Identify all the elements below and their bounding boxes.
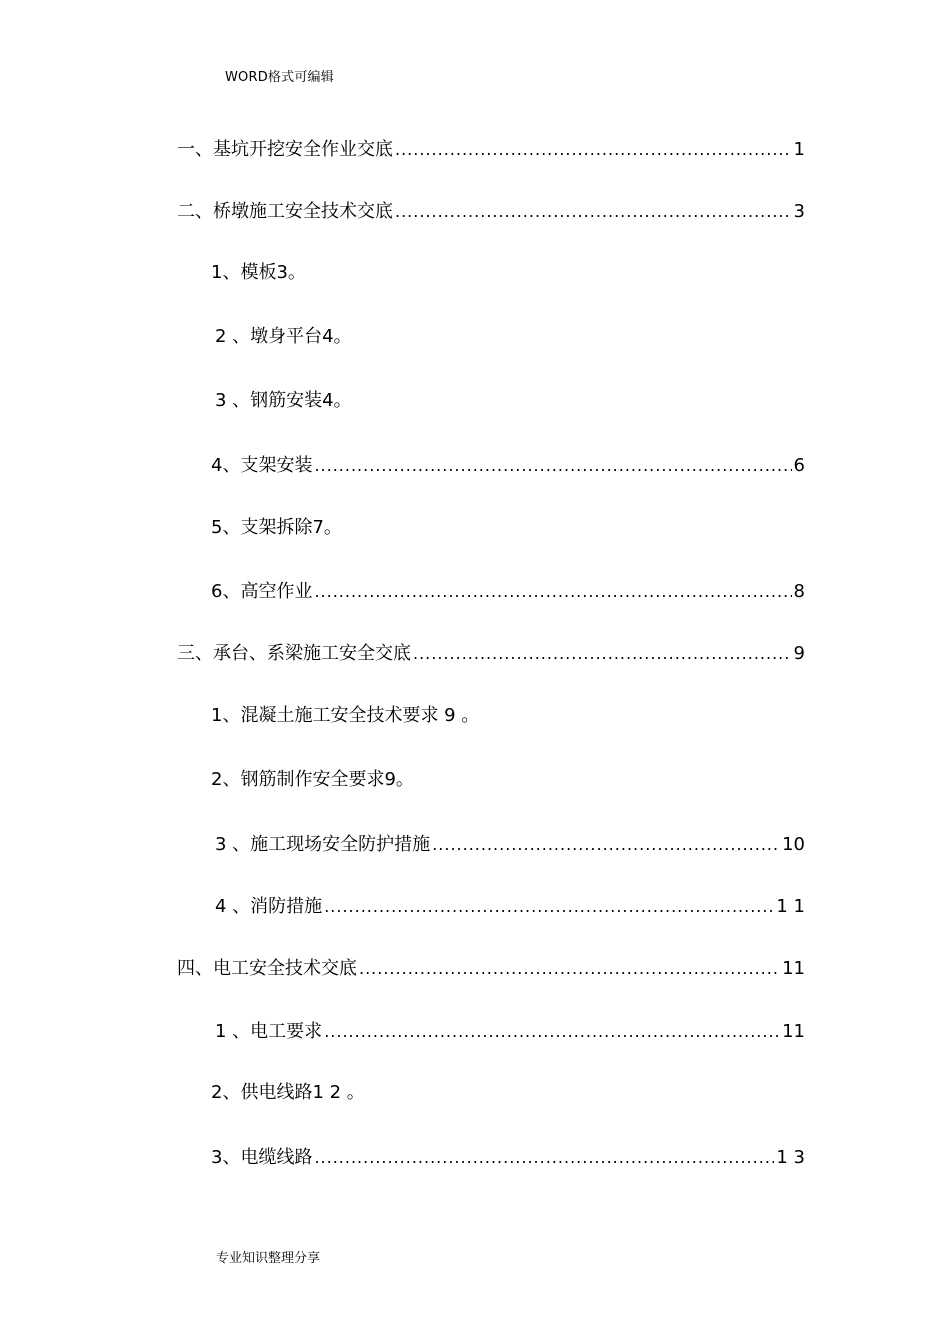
- toc-dot-leader: [359, 957, 780, 981]
- toc-entry[interactable]: [211, 1081, 365, 1105]
- page-footer: 专业知识整理分享: [216, 1251, 321, 1266]
- toc-entry-label: 二、桥墩施工安全技术交底: [177, 201, 393, 222]
- toc-entry[interactable]: [215, 325, 352, 349]
- toc-page-number: 9: [793, 643, 805, 664]
- toc-dot-leader: [314, 580, 791, 604]
- toc-entry[interactable]: [211, 454, 805, 478]
- toc-page-number: 1 1: [776, 896, 805, 917]
- toc-entry-label: 5、支架拆除7。: [211, 517, 342, 538]
- toc-entry-label: 1、混凝土施工安全技术要求 9 。: [211, 705, 480, 726]
- toc-entry-label: 4 、消防措施: [215, 896, 323, 917]
- toc-entry[interactable]: [215, 1020, 805, 1044]
- toc-dot-leader: [314, 454, 791, 478]
- toc-page-number: 11: [782, 958, 805, 979]
- toc-dot-leader: [324, 1020, 780, 1044]
- toc-dot-leader: [432, 833, 780, 857]
- toc-entry-label: 4、支架安装: [211, 455, 313, 476]
- toc-entry-label: 四、电工安全技术交底: [177, 958, 357, 979]
- toc-entry-label: 一、基坑开挖安全作业交底: [177, 139, 393, 160]
- toc-entry[interactable]: [215, 833, 805, 857]
- toc-dot-leader: [314, 1146, 774, 1170]
- toc-entry[interactable]: [211, 261, 306, 285]
- toc-entry-label: 三、承台、系梁施工安全交底: [177, 643, 411, 664]
- toc-entry[interactable]: [177, 642, 805, 666]
- page-header: WORD格式可编辑: [225, 70, 334, 85]
- toc-entry[interactable]: [211, 1146, 805, 1170]
- toc-entry[interactable]: [211, 580, 805, 604]
- toc-entry-label: 3 、钢筋安装4。: [215, 390, 352, 411]
- toc-entry-label: 3、电缆线路: [211, 1147, 313, 1168]
- toc-dot-leader: [395, 200, 792, 224]
- toc-page-number: 3: [793, 201, 805, 222]
- toc-entry-label: 6、高空作业: [211, 581, 313, 602]
- toc-entry-label: 2、供电线路1 2 。: [211, 1082, 365, 1103]
- toc-entry-label: 1、模板3。: [211, 262, 306, 283]
- toc-entry[interactable]: [177, 200, 805, 224]
- toc-entry[interactable]: [215, 895, 805, 919]
- toc-dot-leader: [413, 642, 792, 666]
- toc-entry[interactable]: [211, 768, 414, 792]
- toc-entry-label: 1 、电工要求: [215, 1021, 323, 1042]
- toc-dot-leader: [324, 895, 774, 919]
- toc-page-number: 1: [793, 139, 805, 160]
- toc-entry[interactable]: [177, 138, 805, 162]
- toc-entry-label: 2 、墩身平台4。: [215, 326, 352, 347]
- toc-entry[interactable]: [211, 704, 479, 728]
- toc-page-number: 8: [793, 581, 805, 602]
- toc-page-number: 11: [782, 1021, 805, 1042]
- toc-entry-label: 3 、施工现场安全防护措施: [215, 834, 431, 855]
- toc-entry-label: 2、钢筋制作安全要求9。: [211, 769, 414, 790]
- toc-entry[interactable]: [211, 516, 342, 540]
- toc-dot-leader: [395, 138, 792, 162]
- toc-page-number: 6: [793, 455, 805, 476]
- toc-page-number: 10: [782, 834, 805, 855]
- toc-entry[interactable]: [215, 389, 352, 413]
- toc-entry[interactable]: [177, 957, 805, 981]
- toc-page-number: 1 3: [776, 1147, 805, 1168]
